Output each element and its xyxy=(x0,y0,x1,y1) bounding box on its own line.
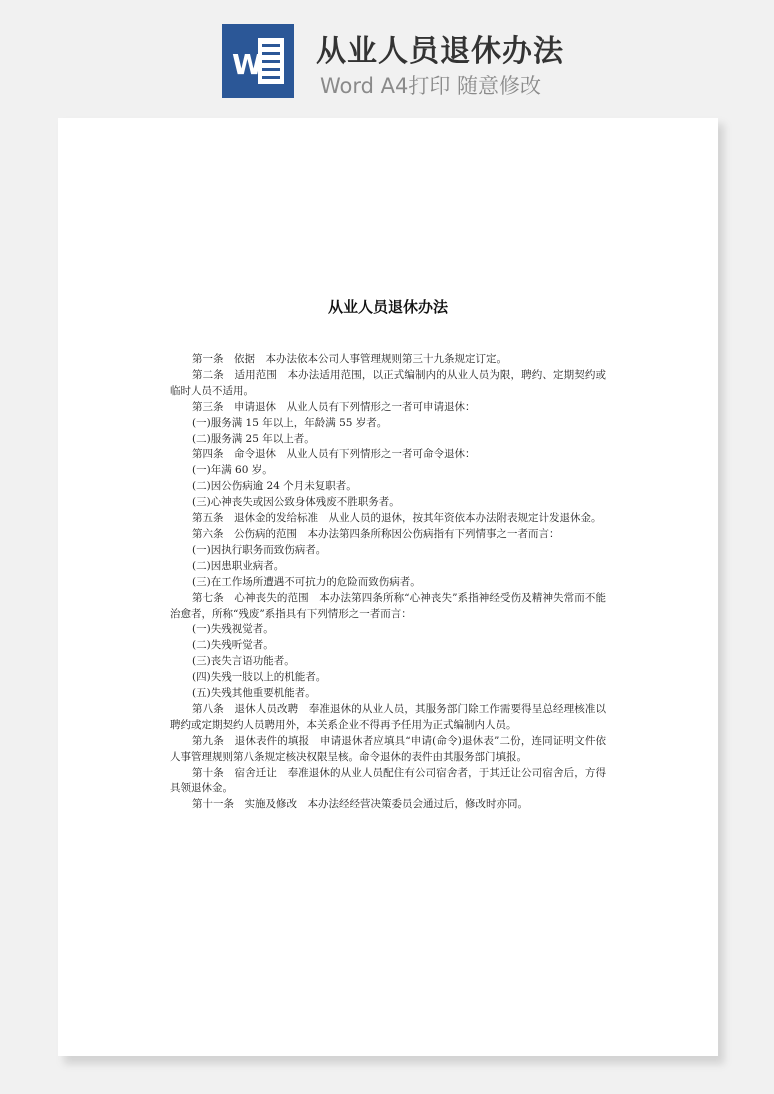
list-item: (一)失残视觉者。 xyxy=(192,623,274,636)
list-item: (一)服务满 15 年以上，年龄满 55 岁者。 xyxy=(192,416,388,429)
article-paragraph: 第四条 命令退休 从业人员有下列情形之一者可命令退休： xyxy=(192,448,476,461)
list-item: (二)因公伤病逾 24 个月未复职者。 xyxy=(192,480,357,493)
list-item: (二)失残听觉者。 xyxy=(192,639,274,652)
list-item: (三)心神丧失或因公致身体残废不胜职务者。 xyxy=(192,496,400,509)
article-paragraph: 第十条 宿舍迁让 奉准退休的从业人员配住有公司宿舍者，于其迁让公司宿舍后，方得具领退休金。 xyxy=(170,766,606,795)
article-paragraph: 第七条 心神丧失的范围 本办法第四条所称“心神丧失”系指神经受伤及精神失常而不能治愈者，所称“残废”系指具有下列情形之一者而言： xyxy=(170,591,606,620)
article-paragraph: 第二条 适用范围 本办法适用范围，以正式编制内的从业人员为限，聘约、定期契约或临时人员不适用。 xyxy=(170,368,606,397)
document-body xyxy=(170,352,606,813)
header-title: 从业人员退休办法 xyxy=(316,34,564,69)
word-document-icon xyxy=(222,24,294,98)
article-paragraph: 第五条 退休金的发给标准 从业人员的退休，按其年资依本办法附表规定计发退休金。 xyxy=(192,512,602,525)
article-paragraph: 第十一条 实施及修改 本办法经经营决策委员会通过后，修改时亦同。 xyxy=(192,798,528,811)
list-item: (三)丧失言语功能者。 xyxy=(192,655,295,668)
word-icon-letter: W xyxy=(232,48,263,81)
list-item: (一)因执行职务而致伤病者。 xyxy=(192,543,327,556)
document-page xyxy=(58,118,718,1056)
article-paragraph: 第八条 退休人员改聘 奉准退休的从业人员，其服务部门除工作需要得呈总经理核准以聘约或定期契约人员聘用外，本关系企业不得再予任用为正式编制内人员。 xyxy=(170,702,606,731)
list-item: (四)失残一肢以上的机能者。 xyxy=(192,671,327,684)
document-title: 从业人员退休办法 xyxy=(327,298,448,316)
article-paragraph: 第三条 申请退休 从业人员有下列情形之一者可申请退休： xyxy=(192,400,476,413)
list-item: (二)服务满 25 年以上者。 xyxy=(192,432,315,445)
list-item: (二)因患职业病者。 xyxy=(192,559,285,572)
list-item: (五)失残其他重要机能者。 xyxy=(192,687,316,700)
header-subtitle: Word A4打印 随意修改 xyxy=(320,74,542,98)
list-item: (一)年满 60 岁。 xyxy=(192,464,273,477)
list-item: (三)在工作场所遭遇不可抗力的危险而致伤病者。 xyxy=(192,575,421,588)
article-paragraph: 第九条 退休表件的填报 申请退休者应填具“申请(命令)退休表”二份，连同证明文件依人事管理规则第八条规定核决权限呈核。命令退休的表件由其服务部门填报。 xyxy=(170,734,606,763)
article-paragraph: 第六条 公伤病的范围 本办法第四条所称因公伤病指有下列情事之一者而言： xyxy=(192,527,560,540)
page-header xyxy=(0,0,774,110)
article-paragraph: 第一条 依据 本办法依本公司人事管理规则第三十九条规定订定。 xyxy=(192,353,507,365)
